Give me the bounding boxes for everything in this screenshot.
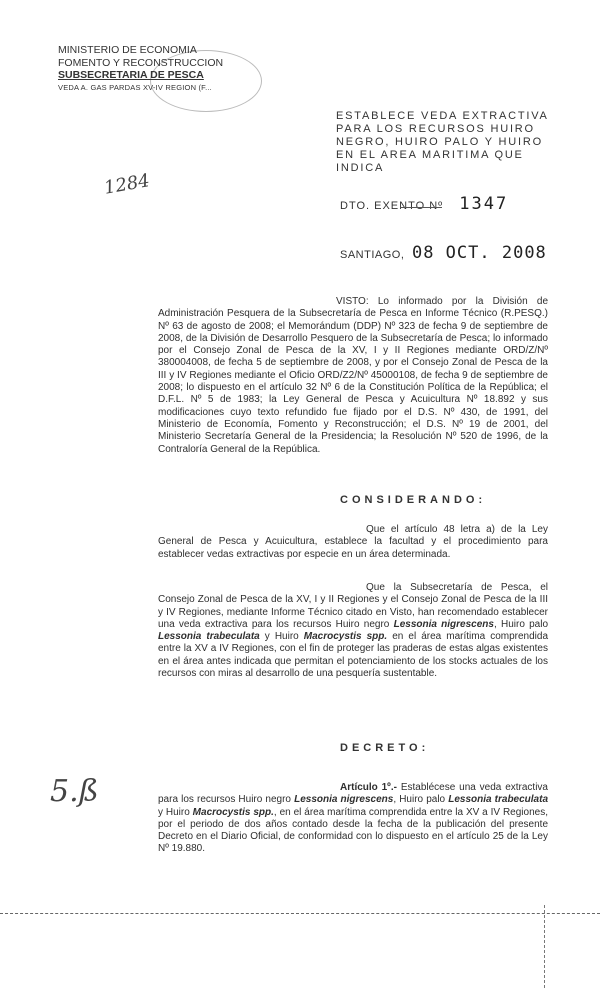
article-1-paragraph (158, 782, 548, 856)
decree-date: 08 OCT. 2008 (411, 243, 547, 263)
handwritten-initials: 5.ß (50, 774, 99, 809)
considerando-text-2d: en el área marítima comprendida entre la XV a IV Regiones, con el fin de proteger las praderas de estas algas existentes en el área antes indicada que permitan el potenciamiento de los stocks actuales de los recursos con miras al desarrollo de una pesquería sustentable. (158, 631, 549, 680)
article-text-d: , en el área marítima comprendida entre la XV a IV Regiones, por el periodo de dos años contado desde la fecha de la publicación del presente Decreto en el Diario Oficial, de conformidad con lo dispuesto en el artículo 25 de la Ley Nº 19.880. (158, 806, 548, 855)
ministry-subtitle: FOMENTO Y RECONSTRUCCION (58, 56, 224, 69)
considerando-paragraph-1 (158, 524, 548, 561)
considerando-text-2c: y Huiro (264, 631, 299, 643)
species-name: Macrocystis spp. (192, 806, 274, 818)
considerando-heading: CONSIDERANDO: (340, 494, 487, 506)
species-name: Macrocystis spp. (303, 631, 388, 643)
decree-label: DTO. EXENTO Nº (340, 200, 444, 212)
ministry-name: MINISTERIO DE ECONOMIA (58, 44, 197, 56)
species-name: Lessonia nigrescens (294, 794, 394, 806)
visto-text: Lo informado por la División de Administración Pesquera de la Subsecretaría de Pesca en Informe Técnico (R.PESQ.) Nº 63 de agosto de 2008; el Memorándum (DDP) Nº 323 de fecha 9 de septiembre de 2008, de la División de Desarrollo Pesquero de la Subsecretaría de Pesca; lo informado por el Consejo Zonal de Pesca de la XV, I y II Regiones mediante ORD/Z/Nº 380004008, de fecha 5 de septiembre de 2008, y por el Consejo Zonal de Pesca de la III y IV Regiones mediante el Oficio ORD/Z2/Nº 45000108, de fecha 9 de septiembre de 2008; lo dispuesto en el artículo 32 Nº 6 de la Constitución Política de la República; el D.F.L. Nº 5 de 1983; la Ley General de Pesca y Acuicultura Nº 18.892 y sus modificaciones cuyo texto refundido fue fijado por el D.S. Nº 430, de 1991, del Ministerio de Economía, Fomento y Reconstrucción; el D.S. Nº 19 de 2001, del Ministerio Secretaría General de la Presidencia; la Resolución Nº 520 de 1996, de la Contraloría General de la República. (158, 296, 549, 455)
article-text-c: y Huiro (158, 806, 190, 818)
considerando-text-2a: Que la Subsecretaría de Pesca, el Consejo Zonal de Pesca de la XV, I y II Regiones y el Consejo Zonal de Pesca de la III y IV Regiones, mediante Informe Técnico citado en Visto, han recomendado establecer una veda extractiva para los recursos Huiro negro (158, 582, 548, 630)
place-date-line (340, 243, 547, 263)
page-fold-line (0, 913, 600, 914)
page-edge-line (544, 905, 545, 988)
article-text-a: Establécese una veda extractiva para los recursos Huiro negro (158, 782, 548, 806)
decree-number-line (340, 194, 508, 214)
subsecretaria-name: SUBSECRETARIA DE PESCA (58, 69, 204, 81)
decreto-heading: DECRETO: (340, 742, 430, 754)
letterhead (58, 44, 223, 94)
document-title: ESTABLECE VEDA EXTRACTIVA PARA LOS RECURSOS HUIRO NEGRO, HUIRO PALO Y HUIRO EN EL AREA MARITIMA QUE INDICA (336, 110, 549, 174)
species-name: Lessonia trabeculata (158, 631, 260, 643)
underline (400, 207, 442, 208)
considerando-text-1: Que el artículo 48 letra a) de la Ley General de Pesca y Acuicultura, establece la facultad y el procedimiento para establecer vedas extractivas por especie en un área determinada. (158, 524, 548, 560)
article-text-b: , Huiro palo (393, 794, 446, 806)
decree-number: 1347 (459, 194, 509, 214)
city: SANTIAGO, (340, 249, 405, 261)
article-label: Artículo 1º.- (340, 782, 397, 793)
considerando-text-2b: , Huiro palo (493, 618, 549, 630)
file-reference: VEDA A. GAS PARDAS XV-IV REGION (F... (58, 82, 212, 92)
species-name: Lessonia trabeculata (448, 794, 549, 806)
handwritten-note: 1284 (102, 170, 152, 199)
considerando-paragraph-2 (158, 582, 548, 680)
visto-paragraph (158, 296, 548, 456)
visto-label: VISTO: (336, 296, 369, 307)
species-name: Lessonia nigrescens (393, 618, 494, 630)
